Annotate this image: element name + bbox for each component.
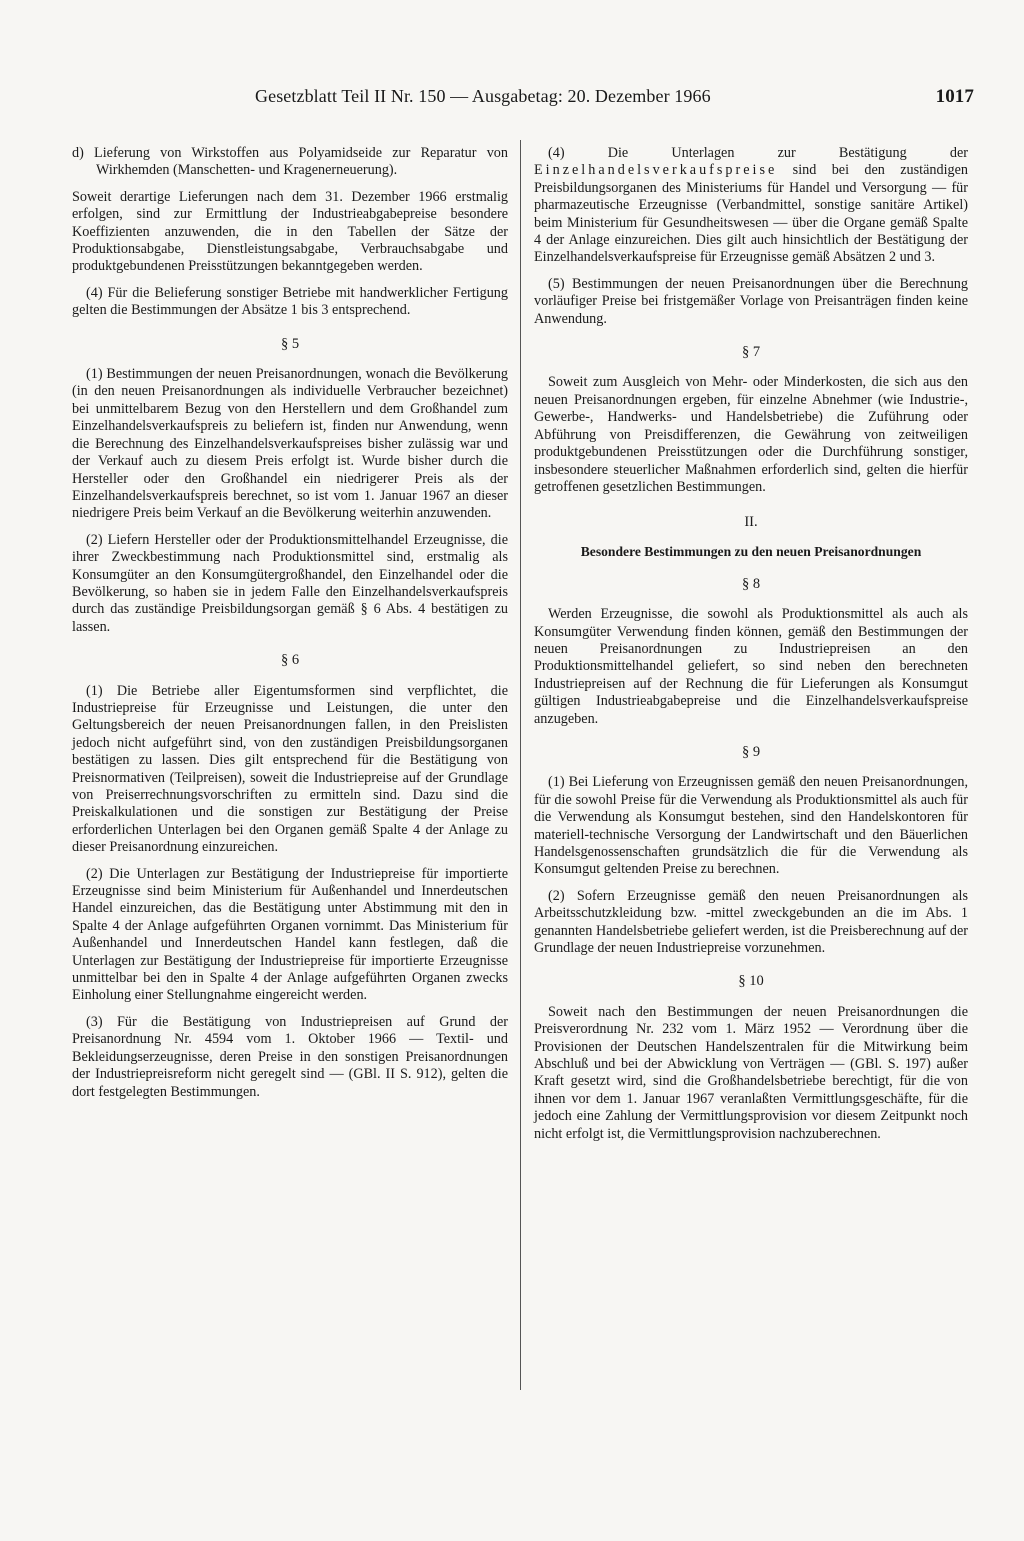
page-number: 1017 <box>935 86 974 107</box>
section-6-paragraph-5: (5) Bestimmungen der neuen Preisanordnungen über die Berechnung vorläufiger Preise bei fristgemäßer Vorlage von Preisanträgen finden keine Anwendung. <box>534 275 968 327</box>
paragraph-4: (4) Für die Belieferung sonstiger Betriebe mit handwerklicher Fertigung gelten die Bestimmungen der Absätze 1 bis 3 entsprechend. <box>72 284 508 319</box>
section-heading-6: § 6 <box>280 652 300 669</box>
column-divider <box>520 140 521 1390</box>
section-heading-8: § 8 <box>741 575 761 592</box>
paragraph-text: sind bei den zuständigen Preisbildungsorganen des Ministeriums für Handel und Versorgung — für pharmazeutische Erzeugnisse (Verbandmittel, sonstige sanitäre Artikel) beim Ministerium für Gesundheitswesen — über die Organe gemäß Spalte 4 der Anlage einzureichen. Dies gilt auch hinsichtlich der Bestätigung der Einzelhandelsverkaufspreise für Erzeugnisse gemäß Absätzen 2 und 3. <box>534 162 968 266</box>
section-heading-5: § 5 <box>280 335 300 352</box>
section-6-paragraph-3: (3) Für die Bestätigung von Industriepreisen auf Grund der Preisanordnung Nr. 4594 vom 1. Oktober 1966 — Textil- und Bekleidungserzeugnisse, deren Preise in den sonstigen Preisanordnungen der Industriepreisreform nicht geregelt sind — (GBl. II S. 912), gelten die dort festgelegten Bestimmungen. <box>72 1013 508 1100</box>
section-6-paragraph-2: (2) Die Unterlagen zur Bestätigung der Industriepreise für importierte Erzeugnisse sind beim Ministerium für Außenhandel und Innerdeutschen Handel einzureichen, das die Bestätigung unter Abstimmung mit den in Spalte 4 der Anlage aufgeführten Organen vornimmt. Das Ministerium für Außenhandel und Innerdeutschen Handel kann festlegen, daß die Unterlagen zur Bestätigung der Industriepreise für importierte Erzeugnisse unmittelbar bei den in Spalte 4 der Anlage aufgeführten Organen zwecks Einholung einer Stellungnahme eingereicht werden. <box>72 865 508 1004</box>
part-numeral: II. <box>744 514 758 531</box>
paragraph-text: (4) Die Unterlagen zur Bestätigung der <box>548 145 968 161</box>
list-item-d: d) Lieferung von Wirkstoffen aus Polyamidseide zur Reparatur von Wirkhemden (Manschetten- und Kragenerneuerung). <box>72 145 508 179</box>
spaced-term: Einzelhandelsverkaufspreise <box>534 162 778 179</box>
section-heading-9: § 9 <box>741 743 761 760</box>
right-column <box>534 145 968 1152</box>
section-7-paragraph: Soweit zum Ausgleich von Mehr- oder Minderkosten, die sich aus den neuen Preisanordnungen ergeben, für einzelne Abnehmer (wie Industrie-, Gewerbe-, Handwerks- und Handelsbetriebe) die Zuführung oder Abführung von Preisdifferenzen, die Gewährung von zeitweiligen produktgebundenen Preisstützungen oder die Durchführung sonstiger, insbesondere steuerlicher Maßnahmen erforderlich sind, gelten die hierfür getroffenen gesetzlichen Bestimmungen. <box>534 374 968 495</box>
section-heading-7: § 7 <box>741 344 761 361</box>
section-9-paragraph-1: (1) Bei Lieferung von Erzeugnissen gemäß den neuen Preisanordnungen, für die sowohl Preise für die Verwendung als Produktionsmittel als auch für die Verwendung als Konsumgut bestehen, sind den Handelskontoren für materiell-technische Versorgung der Landwirtschaft und den Bäuerlichen Handelsgenossenschaften grundsätzlich die für die Verwendung als Konsumgut geltenden Preise zu berechnen. <box>534 774 968 878</box>
left-column <box>72 145 508 1110</box>
section-5-paragraph-1: (1) Bestimmungen der neuen Preisanordnungen, wonach die Bevölkerung (in den neuen Preisanordnungen als individuelle Verbraucher bezeichnet) bei unmittelbarem Bezug von den Herstellern und dem Großhandel zum Einzelhandelsverkaufspreis zu beliefern ist, finden nur Anwendung, wenn die Berechnung des Einzelhandelsverkaufspreises bisher zulässig war und der Verkauf auch zu diesem Preis erfolgt ist. Wurde bisher durch die Hersteller oder den Großhandel ein niedrigerer Preis als der Einzelhandelsverkaufspreis berechnet, so ist vom 1. Januar 1967 an dieser niedrigere Preis beim Verkauf an die Bevölkerung weiterhin anzuwenden. <box>72 366 508 522</box>
section-6-paragraph-4 <box>534 145 968 267</box>
section-9-paragraph-2: (2) Sofern Erzeugnisse gemäß den neuen Preisanordnungen als Arbeitsschutzkleidung bzw. -mittel zweckgebunden an die im Abs. 1 genannten Handelsbetriebe geliefert werden, ist die Preisberechnung auf der Grundlage der neuen Industriepreise vorzunehmen. <box>534 887 968 957</box>
gazette-title: Gesetzblatt Teil II Nr. 150 — Ausgabetag: 20. Dezember 1966 <box>255 86 711 106</box>
paragraph-soweit: Soweit derartige Lieferungen nach dem 31. Dezember 1966 erstmalig erfolgen, sind zur Ermittlung der Industrieabgabepreise besondere Koeffizienten anzuwenden, die in den Tabellen der Sätze der Produktionsabgabe, Dienstleistungsabgabe, Verbrauchsabgabe und produktgebundenen Preisstützungen bekanntgegeben werden. <box>72 188 508 275</box>
page-header <box>70 86 974 108</box>
part-heading: Besondere Bestimmungen zu den neuen Preisanordnungen <box>580 543 922 559</box>
section-5-paragraph-2: (2) Liefern Hersteller oder der Produktionsmittelhandel Erzeugnisse, die ihrer Zweckbestimmung nach Produktionsmittel sind, erstmalig als Konsumgüter an den Konsumgütergroßhandel, den Einzelhandel oder die Bevölkerung, so haben sie in jedem Falle den Einzelhandelsverkaufspreis durch das zuständige Preisbildungsorgan gemäß § 6 Abs. 4 bestätigen zu lassen. <box>72 531 508 635</box>
section-6-paragraph-1: (1) Die Betriebe aller Eigentumsformen sind verpflichtet, die Industriepreise für Erzeugnisse und Leistungen, die unter den Geltungsbereich der neuen Preisanordnungen fallen, in den Preislisten jedoch nicht aufgeführt sind, von den zuständigen Preisbildungsorganen bestätigen zu lassen. Dies gilt entsprechend für die Bestätigung von Preisnormativen (Teilpreisen), soweit die Industriepreise auf der Grundlage von Preiserrechnungsvorschriften zu ermitteln sind. Dazu sind die Preiskalkulationen und die sonstigen zur Bestätigung der Preise erforderlichen Unterlagen bei den Organen gemäß Spalte 4 der Anlage zu dieser Preisanordnung einzureichen. <box>72 682 508 856</box>
section-heading-10: § 10 <box>738 973 764 990</box>
section-10-paragraph: Soweit nach den Bestimmungen der neuen Preisanordnungen die Preisverordnung Nr. 232 vom 1. März 1952 — Verordnung über die Provisionen der Deutschen Handelszentralen für die Mitwirkung beim Abschluß und bei der Abwicklung von Verträgen — (GBl. S. 197) außer Kraft gesetzt wird, sind die Großhandelsbetriebe berechtigt, für die von ihnen vor dem 1. Januar 1967 veranlaßten Vermittlungsgeschäfte, für die jedoch eine Zahlung der Vermittlungsprovision vor diesem Zeitpunkt noch nicht erfolgt ist, die Vermittlungsprovision nachzuberechnen. <box>534 1003 968 1142</box>
section-8-paragraph: Werden Erzeugnisse, die sowohl als Produktionsmittel als auch als Konsumgüter Verwendung finden können, gemäß den Bestimmungen der neuen Preisanordnungen zu Industriepreisen an den Produktionsmittelhandel geliefert, so sind neben den berechneten Industriepreisen auf der Rechnung die für Lieferungen als Konsumgut gültigen Industrieabgabepreise und die Einzelhandelsverkaufspreise anzugeben. <box>534 606 968 727</box>
